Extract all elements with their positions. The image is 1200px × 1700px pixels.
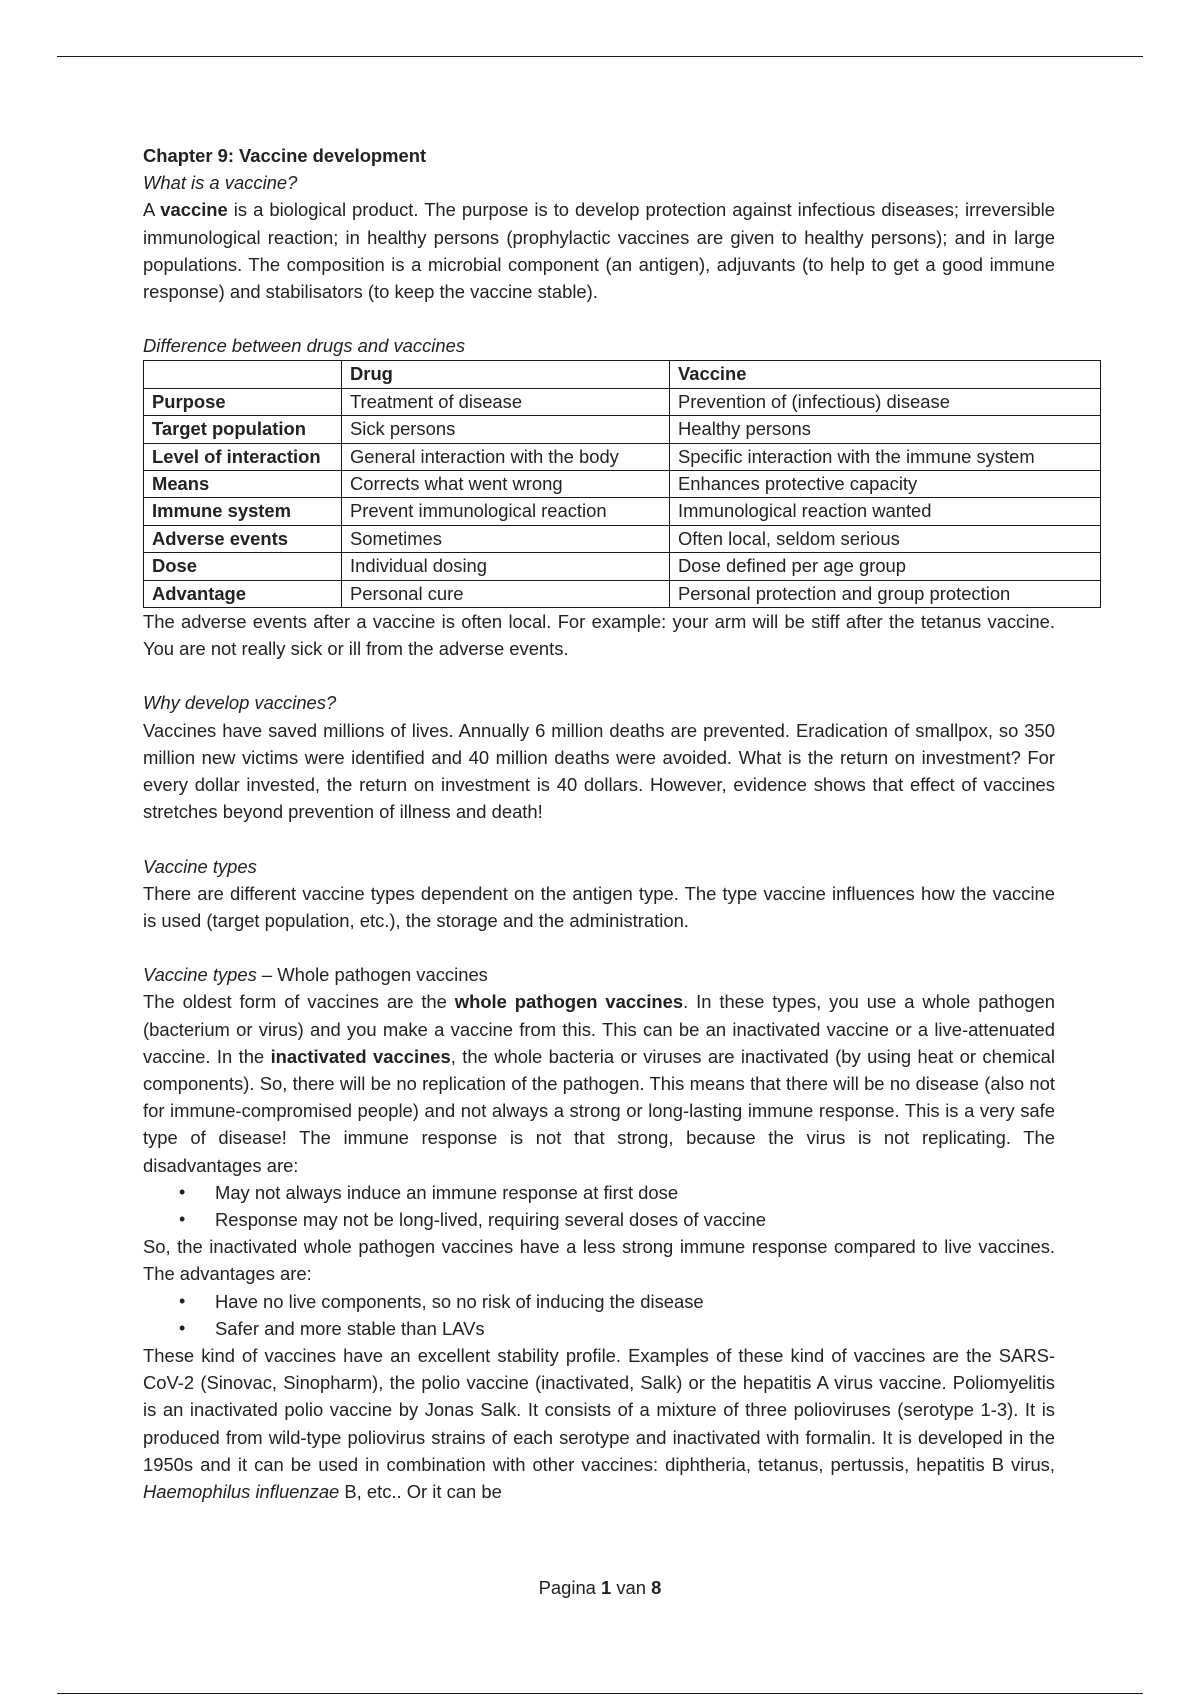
advantages-list <box>143 1288 1055 1342</box>
table-row <box>144 580 1101 607</box>
table-row-label: Means <box>144 471 342 498</box>
table-cell: Personal cure <box>342 580 670 607</box>
table-header-cell <box>144 361 342 388</box>
table-row <box>144 443 1101 470</box>
table-header-cell: Vaccine <box>670 361 1101 388</box>
table-row-label: Adverse events <box>144 525 342 552</box>
table-row-label: Level of interaction <box>144 443 342 470</box>
list-item: • Have no live components, so no risk of inducing the disease <box>215 1288 1055 1315</box>
table-cell: Often local, seldom serious <box>670 525 1101 552</box>
table-row-label: Immune system <box>144 498 342 525</box>
page-footer: Pagina 1 van 8 <box>538 1577 662 1598</box>
table-row <box>144 553 1101 580</box>
table-row <box>144 525 1101 552</box>
section-heading-whole-pathogen: Vaccine types – Whole pathogen vaccines <box>143 964 488 986</box>
table-cell: Healthy persons <box>670 416 1101 443</box>
paragraph-inactivated-compare: So, the inactivated whole pathogen vaccines have a less strong immune response compared to live vaccines. The advantages are: <box>143 1236 1055 1285</box>
difference-table <box>143 360 1101 608</box>
paragraph-examples: These kind of vaccines have an excellent stability profile. Examples of these kind of vaccines are the SARS-CoV-2 (Sinovac, Sinopharm), the polio vaccine (inactivated, Salk) or the hepatitis A virus vaccine. Poliomyelitis is an inactivated polio vaccine by Jonas Salk. It consists of a mixture of three polioviruses (serotype 1-3). It is produced from wild-type poliovirus strains of each serotype and inactivated with formalin. It is developed in the 1950s and it can be used in combination with other vaccines: diphtheria, tetanus, pertussis, hepatitis B virus, Haemophilus influenzae B, etc.. Or it can be <box>143 1344 1055 1502</box>
list-item: • Safer and more stable than LAVs <box>215 1315 1055 1342</box>
table-cell: Prevent immunological reaction <box>342 498 670 525</box>
table-cell: Sometimes <box>342 525 670 552</box>
table-cell: Personal protection and group protection <box>670 580 1101 607</box>
table-note: The adverse events after a vaccine is often local. For example: your arm will be stiff after the tetanus vaccine. You are not really sick or ill from the adverse events. <box>143 611 1055 660</box>
table-row <box>144 388 1101 415</box>
table-cell: Corrects what went wrong <box>342 471 670 498</box>
table-cell: Sick persons <box>342 416 670 443</box>
section-heading-why: Why develop vaccines? <box>143 692 337 714</box>
list-item: • May not always induce an immune response at first dose <box>215 1179 1055 1206</box>
paragraph-whole-pathogen: The oldest form of vaccines are the whole pathogen vaccines. In these types, you use a whole pathogen (bacterium or virus) and you make a vaccine from this. This can be an inactivated vaccine or a live-attenuated vaccine. In the inactivated vaccines, the whole bacteria or viruses are inactivated (by using heat or chemical components). So, there will be no replication of the pathogen. This means that there will be no disease (also not for immune-compromised people) and not always a strong or long-lasting immune response. This is a very safe type of disease! The immune response is not that strong, because the virus is not replicating. The disadvantages are: <box>143 991 1055 1176</box>
table-row-label: Dose <box>144 553 342 580</box>
table-row <box>144 498 1101 525</box>
table-cell: Specific interaction with the immune system <box>670 443 1101 470</box>
table-row-label: Purpose <box>144 388 342 415</box>
paragraph-vaccine-types: There are different vaccine types dependent on the antigen type. The type vaccine influences how the vaccine is used (target population, etc.), the storage and the administration. <box>143 882 1055 931</box>
paragraph-what-is-vaccine: A vaccine is a biological product. The purpose is to develop protection against infectious diseases; irreversible immunological reaction; in healthy persons (prophylactic vaccines are given to healthy persons); and in large populations. The composition is a microbial component (an antigen), adjuvants (to help to get a good immune response) and stabilisators (to keep the vaccine stable). <box>143 199 1055 303</box>
table-cell: Immunological reaction wanted <box>670 498 1101 525</box>
table-cell: Individual dosing <box>342 553 670 580</box>
table-header-row <box>144 361 1101 388</box>
page-total: 8 <box>651 1577 662 1598</box>
table-header-cell: Drug <box>342 361 670 388</box>
table-cell: Treatment of disease <box>342 388 670 415</box>
footer-rule <box>57 1693 1143 1694</box>
table-cell: Dose defined per age group <box>670 553 1101 580</box>
table-row <box>144 416 1101 443</box>
list-item: • Response may not be long-lived, requiring several doses of vaccine <box>215 1206 1055 1233</box>
chapter-title: Chapter 9: Vaccine development <box>143 145 427 166</box>
section-heading-what: What is a vaccine? <box>143 172 298 194</box>
header-rule <box>57 56 1143 57</box>
paragraph-why-develop: Vaccines have saved millions of lives. Annually 6 million deaths are prevented. Eradication of smallpox, so 350 million new victims were identified and 40 million deaths were avoided. What is the return on investment? For every dollar invested, the return on investment is 40 dollars. However, evidence shows that effect of vaccines stretches beyond prevention of illness and death! <box>143 719 1055 823</box>
disadvantages-list <box>143 1179 1055 1233</box>
table-cell: General interaction with the body <box>342 443 670 470</box>
table-cell: Prevention of (infectious) disease <box>670 388 1101 415</box>
table-cell: Enhances protective capacity <box>670 471 1101 498</box>
page-number: 1 <box>601 1577 612 1598</box>
document-body <box>143 142 1055 1505</box>
table-row-label: Advantage <box>144 580 342 607</box>
table-row <box>144 471 1101 498</box>
table-row-label: Target population <box>144 416 342 443</box>
table-caption: Difference between drugs and vaccines <box>143 335 466 357</box>
section-heading-types: Vaccine types <box>143 855 257 877</box>
